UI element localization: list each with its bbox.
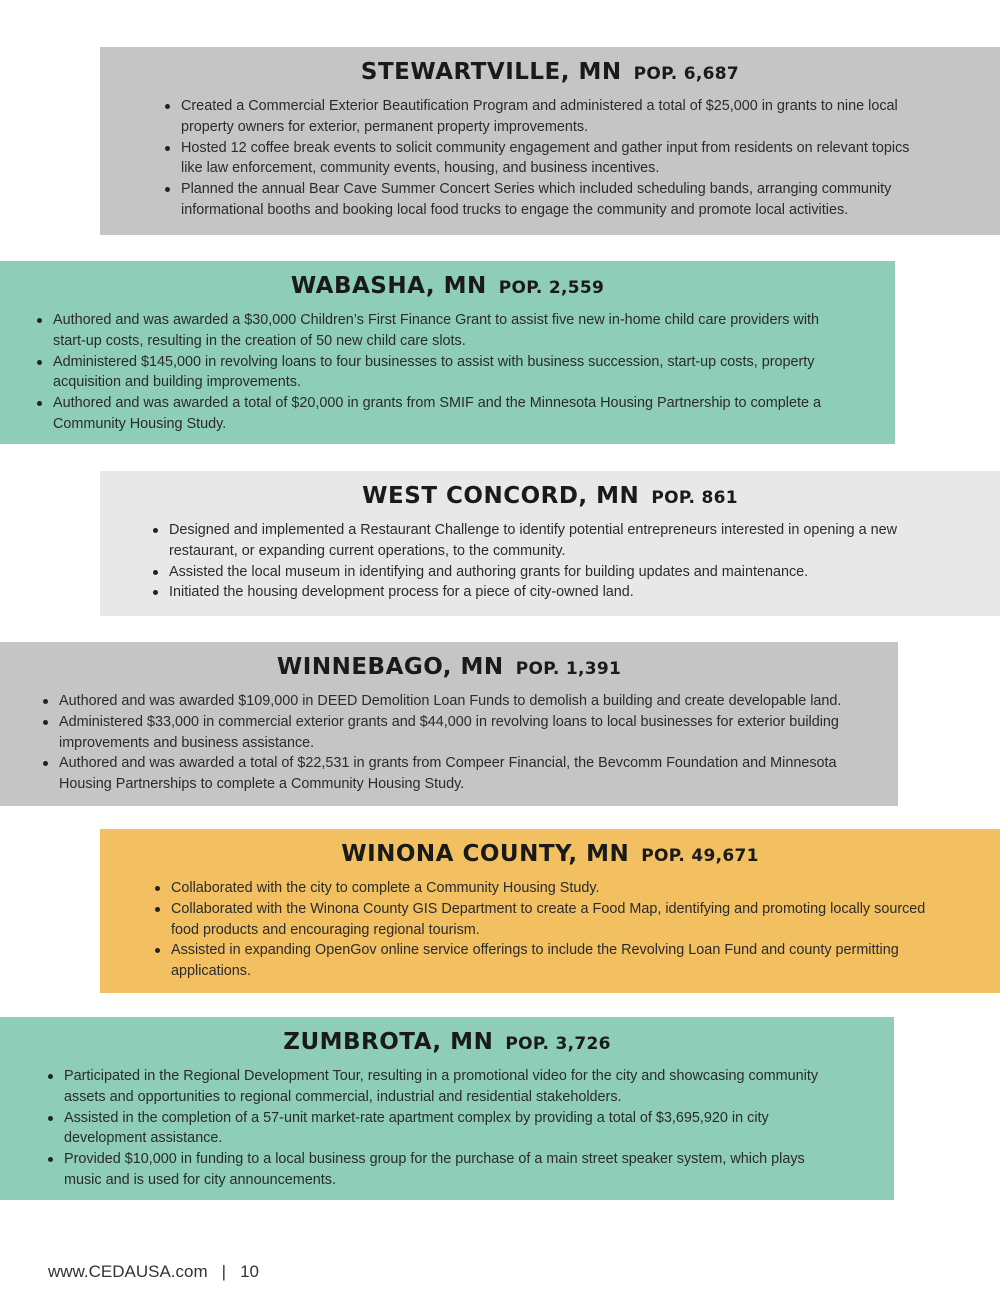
population: POP. 861 xyxy=(651,488,738,508)
page-number: 10 xyxy=(240,1262,259,1281)
list-item: Authored and was awarded a total of $20,000 in grants from SMIF and the Minnesota Housing Partnership to complete a Community Housing Study. xyxy=(53,393,845,435)
section-winnebago xyxy=(0,642,898,806)
bullet-list xyxy=(181,96,930,221)
list-item: Created a Commercial Exterior Beautification Program and administered a total of $25,000 in grants to nine local property owners for exterior, permanent property improvements. xyxy=(181,96,930,138)
list-item: Provided $10,000 in funding to a local business group for the purchase of a main street speaker system, which plays music and is used for city announcements. xyxy=(64,1149,844,1191)
section-stewartville xyxy=(100,47,1000,235)
list-item: Collaborated with the Winona County GIS Department to create a Food Map, identifying and promoting locally sourced food products and encouraging regional tourism. xyxy=(171,899,950,941)
section-zumbrota xyxy=(0,1017,894,1200)
city-name: ZUMBROTA, MN xyxy=(283,1029,494,1055)
population: POP. 1,391 xyxy=(515,659,622,679)
bullet-list xyxy=(169,520,930,603)
website-link[interactable]: www.CEDAUSA.com xyxy=(48,1262,208,1281)
bullet-list xyxy=(171,878,950,982)
city-name: WINNEBAGO, MN xyxy=(276,654,504,680)
section-title xyxy=(0,261,895,298)
list-item: Authored and was awarded $109,000 in DEED Demolition Loan Funds to demolish a building and create developable land. xyxy=(59,691,868,712)
population: POP. 49,671 xyxy=(641,846,759,866)
bullet-list xyxy=(59,691,868,795)
list-item: Authored and was awarded a $30,000 Children’s First Finance Grant to assist five new in-home child care providers with start-up costs, resulting in the creation of 50 new child care slots. xyxy=(53,310,845,352)
list-item: Designed and implemented a Restaurant Challenge to identify potential entrepreneurs interested in opening a new restaurant, or expanding current operations, to the community. xyxy=(169,520,930,562)
city-name: WABASHA, MN xyxy=(290,273,487,299)
page-footer xyxy=(48,1262,259,1282)
list-item: Collaborated with the city to complete a Community Housing Study. xyxy=(171,878,950,899)
section-west-concord xyxy=(100,471,1000,616)
list-item: Assisted in the completion of a 57-unit market-rate apartment complex by providing a total of $3,695,920 in city development assistance. xyxy=(64,1108,844,1150)
population: POP. 3,726 xyxy=(505,1034,611,1054)
section-title xyxy=(100,829,1000,866)
bullet-list xyxy=(64,1066,844,1191)
list-item: Assisted the local museum in identifying and authoring grants for building updates and maintenance. xyxy=(169,562,930,583)
city-name: STEWARTVILLE, MN xyxy=(360,59,622,85)
list-item: Administered $145,000 in revolving loans to four businesses to assist with business succession, start-up costs, property acquisition and building improvements. xyxy=(53,352,845,394)
list-item: Assisted in expanding OpenGov online service offerings to include the Revolving Loan Fund and county permitting applications. xyxy=(171,940,950,982)
list-item: Participated in the Regional Development Tour, resulting in a promotional video for the city and showcasing community assets and opportunities to regional commercial, industrial and residential stakeholders. xyxy=(64,1066,844,1108)
list-item: Initiated the housing development process for a piece of city-owned land. xyxy=(169,582,930,603)
bullet-list xyxy=(53,310,845,435)
city-name: WEST CONCORD, MN xyxy=(362,483,640,509)
list-item: Planned the annual Bear Cave Summer Concert Series which included scheduling bands, arranging community informational booths and booking local food trucks to engage the community and promote local activities. xyxy=(181,179,930,221)
city-name: WINONA COUNTY, MN xyxy=(341,841,630,867)
population: POP. 2,559 xyxy=(498,278,605,298)
section-title xyxy=(0,1017,894,1054)
section-wabasha xyxy=(0,261,895,444)
list-item: Authored and was awarded a total of $22,531 in grants from Compeer Financial, the Bevcomm Foundation and Minnesota Housing Partnerships to complete a Community Housing Study. xyxy=(59,753,868,795)
section-title xyxy=(0,642,898,679)
footer-separator: | xyxy=(221,1262,227,1281)
population: POP. 6,687 xyxy=(633,64,740,84)
section-winona-county xyxy=(100,829,1000,993)
section-title xyxy=(100,47,1000,84)
list-item: Hosted 12 coffee break events to solicit community engagement and gather input from residents on relevant topics like law enforcement, community events, housing, and business incentives. xyxy=(181,138,930,180)
list-item: Administered $33,000 in commercial exterior grants and $44,000 in revolving loans to local businesses for exterior building improvements and business assistance. xyxy=(59,712,868,754)
section-title xyxy=(100,471,1000,508)
